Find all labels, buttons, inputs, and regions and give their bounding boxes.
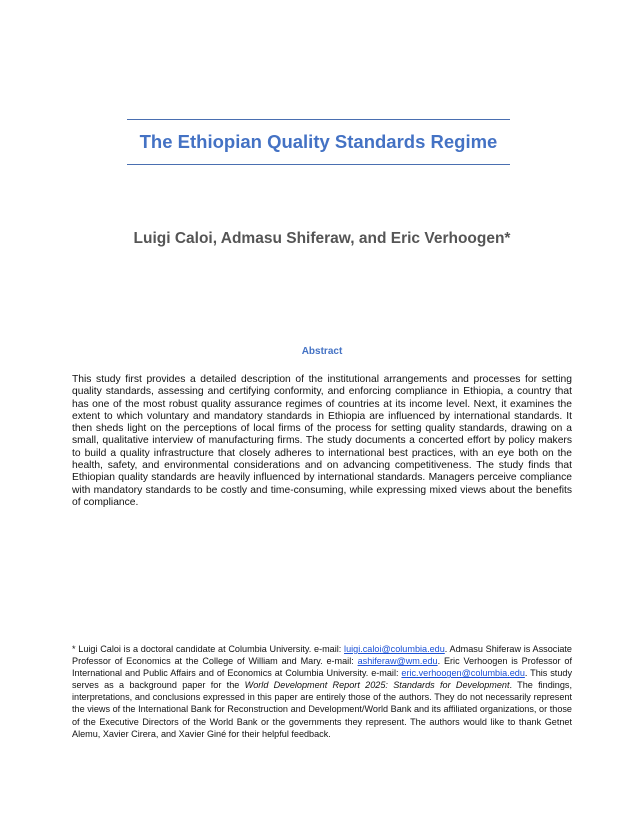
abstract-body: This study first provides a detailed description of the institutional arrangements and processes for setting quality standards, assessing and certifying conformity, and enforcing compliance in Ethiopia, a country that has one of the most robust quality assurance regimes of countries at its income level. Next, it examines the extent to which voluntary and mandatory standards in Ethiopia are influenced by international standards. It then sheds light on the perceptions of local firms of the process for setting quality standards, drawing on a small, qualitative interview of manufacturing firms. The study documents a concerted effort by policy makers to build a quality infrastructure that closely adheres to international best practices, with an eye both on the health, safety, and environmental considerations and on advancing competitiveness. The study finds that Ethiopian quality standards are heavily influenced by international standards. Managers perceive compliance with mandatory standards to be costly and time-consuming, while expressing mixed views about the benefits of compliance. bbox=[72, 374, 572, 508]
footnote-text-1: * Luigi Caloi is a doctoral candidate at Columbia University. e-mail: bbox=[72, 644, 345, 654]
abstract-heading: Abstract bbox=[301, 346, 343, 357]
email-link-caloi[interactable]: luigi.caloi@columbia.edu bbox=[344, 644, 445, 654]
paper-authors: Luigi Caloi, Admasu Shiferaw, and Eric Verhoogen* bbox=[133, 230, 511, 247]
email-link-shiferaw[interactable]: ashiferaw@wm.edu bbox=[357, 656, 438, 667]
footnote-text-3: . Eric Verhoogen is Professor of International and Public Affairs and of Economics at Columbia University. e-mail: bbox=[72, 656, 572, 679]
email-link-verhoogen[interactable]: eric.verhoogen@columbia.edu bbox=[401, 668, 525, 679]
footnote-text-5: . The findings, interpretations, and conclusions expressed in this paper are entirely those of the authors. They do not necessarily represent the views of the International Bank for Reconstruction and Development/World Bank and its affiliated organizations, or those of the Executive Directors of the World Bank or the governments they represent. The authors would like to thank Getnet Alemu, Xavier Cirera, and Xavier Giné for their helpful feedback. bbox=[72, 680, 572, 739]
footnote-text-2: . Admasu Shiferaw is Associate Professor of Economics at the College of William and Mary. e-mail: bbox=[72, 644, 572, 667]
title-rule-bottom bbox=[127, 164, 510, 165]
paper-title: The Ethiopian Quality Standards Regime bbox=[139, 131, 498, 152]
title-rule-top bbox=[127, 119, 510, 120]
author-footnote bbox=[72, 643, 572, 740]
report-title: World Development Report 2025: Standards for Development bbox=[244, 680, 510, 691]
footnote-text-4: . This study serves as a background paper for the bbox=[72, 668, 572, 691]
